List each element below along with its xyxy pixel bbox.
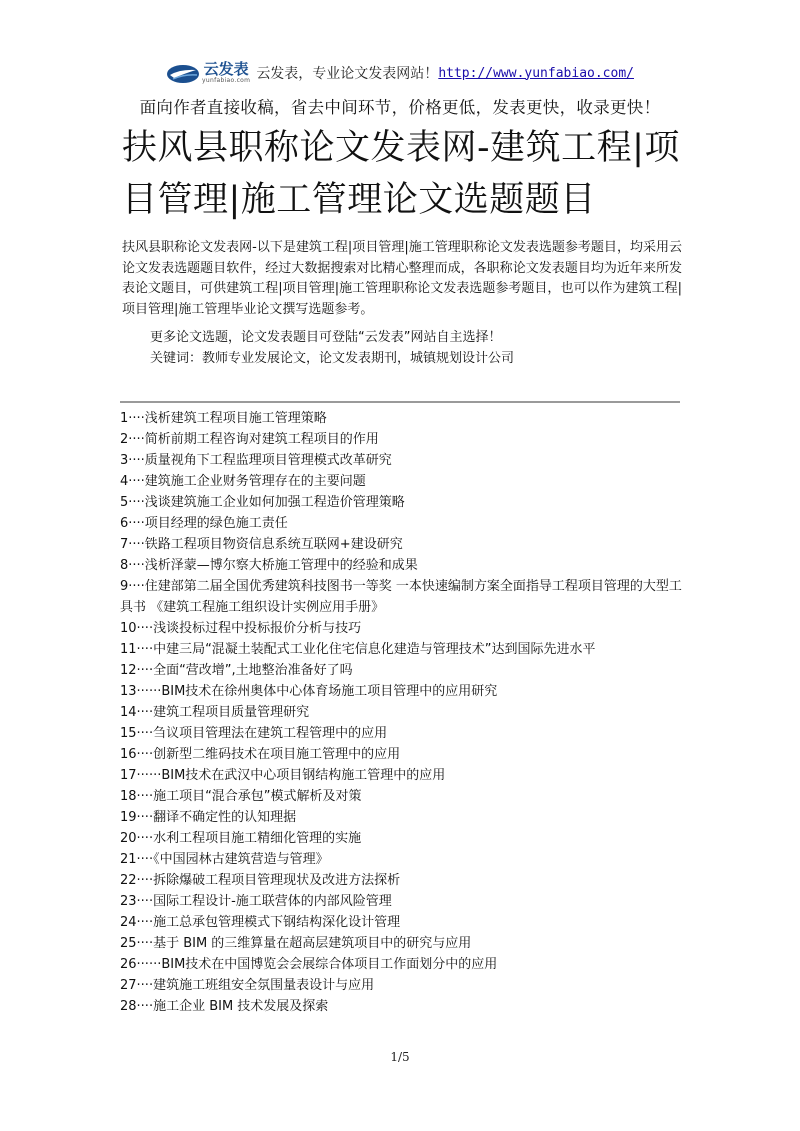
list-item: 16····创新型二维码技术在项目施工管理中的应用 [120, 747, 401, 762]
list-item: 19····翻译不确定性的认知理据 [120, 810, 297, 825]
list-item: 7····铁路工程项目物资信息系统互联网+建设研究 [120, 537, 403, 552]
site-logo[interactable] [166, 61, 250, 85]
list-item: 27····建筑施工班组安全氛围量表设计与应用 [120, 978, 375, 993]
list-item: 15····刍议项目管理法在建筑工程管理中的应用 [120, 726, 388, 741]
list-item: 11····中建三局“混凝土装配式工业化住宅信息化建造与管理技术”达到国际先进水平 [120, 642, 596, 657]
section-divider [120, 401, 680, 403]
list-item: 14····建筑工程项目质量管理研究 [120, 705, 310, 720]
more-topics-note: 更多论文选题，论文发表题目可登陆“云发表”网站自主选择！ [150, 330, 502, 345]
site-tagline: 云发表，专业论文发表网站！ [256, 66, 439, 82]
header-top-line [0, 58, 800, 88]
list-item: 5····浅谈建筑施工企业如何加强工程造价管理策略 [120, 495, 405, 510]
site-url-link[interactable]: http://www.yunfabiao.com/ [438, 65, 634, 81]
list-item: 25····基于 BIM 的三维算量在超高层建筑项目中的研究与应用 [120, 936, 472, 951]
list-item: 12····全面“营改增”,土地整治准备好了吗 [120, 663, 353, 678]
list-item: 18····施工项目“混合承包”模式解析及对策 [120, 789, 362, 804]
list-item: 13······BIM技术在徐州奥体中心体育场施工项目管理中的应用研究 [120, 684, 498, 699]
list-item: 9····住建部第二届全国优秀建筑科技图书一等奖 一本快速编制方案全面指导工程项目管理的大型工具书 《建筑工程施工组织设计实例应用手册》 [120, 579, 682, 615]
list-item: 1····浅析建筑工程项目施工管理策略 [120, 411, 327, 426]
list-item: 21····《中国园林古建筑营造与管理》 [120, 852, 329, 867]
list-item: 6····项目经理的绿色施工责任 [120, 516, 288, 531]
list-item: 23····国际工程设计-施工联营体的内部风险管理 [120, 894, 392, 909]
list-item: 20····水利工程项目施工精细化管理的实施 [120, 831, 362, 846]
topic-list [120, 408, 682, 1017]
document-title: 扶风县职称论文发表网-建筑工程|项目管理|施工管理论文选题题目 [122, 128, 680, 220]
list-item: 2····简析前期工程咨询对建筑工程项目的作用 [120, 432, 379, 447]
list-item: 8····浅析泽蒙—博尔察大桥施工管理中的经验和成果 [120, 558, 418, 573]
list-item: 3····质量视角下工程监理项目管理模式改革研究 [120, 453, 392, 468]
logo-name: 云发表 [203, 60, 249, 78]
logo-text [202, 62, 250, 84]
page-number: 1/5 [390, 1050, 410, 1064]
site-slogan: 面向作者直接收稿，省去中间环节，价格更低，发表更快，收录更快！ [139, 98, 661, 117]
list-item: 22····拆除爆破工程项目管理现状及改进方法探析 [120, 873, 401, 888]
list-item: 10····浅谈投标过程中投标报价分析与技巧 [120, 621, 362, 636]
cloud-logo-icon [166, 61, 200, 85]
list-item: 26······BIM技术在中国博览会会展综合体项目工作面划分中的应用 [120, 957, 498, 972]
list-item: 17······BIM技术在武汉中心项目钢结构施工管理中的应用 [120, 768, 446, 783]
intro-paragraph: 扶风县职称论文发表网-以下是建筑工程|项目管理|施工管理职称论文发表选题参考题目，均采用云论文发表选题题目软件，经过大数据搜索对比精心整理而成，各职称论文发表题目均为近年来所发表论文题目，可供建筑工程|项目管理|施工管理职称论文发表选题参考题目，也可以作为建筑工程|项目管理|施工管理毕业论文撰写选题参考。 [122, 240, 682, 317]
list-item: 4····建筑施工企业财务管理存在的主要问题 [120, 474, 366, 489]
list-item: 24····施工总承包管理模式下钢结构深化设计管理 [120, 915, 401, 930]
keywords-line: 关键词：教师专业发展论文，论文发表期刊，城镇规划设计公司 [150, 351, 515, 366]
page-header [0, 58, 800, 118]
list-item: 28····施工企业 BIM 技术发展及探索 [120, 999, 329, 1014]
logo-domain: yunfabiao.com [202, 77, 251, 84]
